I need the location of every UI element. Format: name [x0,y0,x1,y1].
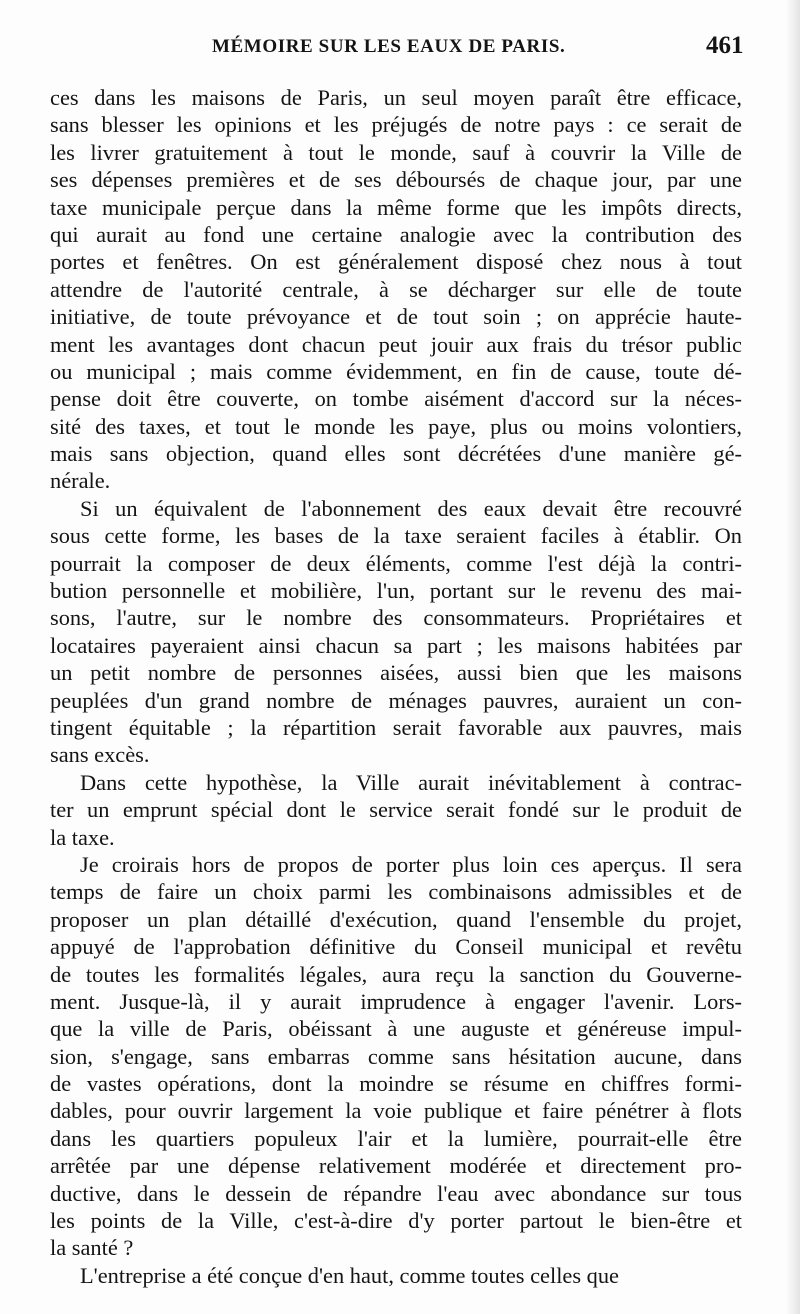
text-line: ou municipal ; mais comme évidemment, en fin de cause, toute dé- [50,358,742,384]
text-line: la taxe. [50,824,115,850]
text-line: taxe municipale perçue dans la même forme que les impôts directs, [50,194,742,220]
text-line: Je croirais hors de propos de porter plus loin ces aperçus. Il sera [80,851,742,877]
text-line: les points de la Ville, c'est-à-dire d'y porter partout le bien-être et [50,1208,742,1234]
text-line: ductive, dans le dessein de répandre l'eau avec abondance sur tous [50,1180,742,1206]
text-line: sité des taxes, et tout le monde les paye, plus ou moins volontiers, [50,413,742,439]
text-line: ment. Jusque-là, il y aurait imprudence à engager l'avenir. Lors- [50,988,742,1014]
text-line: Dans cette hypothèse, la Ville aurait inévitablement à contrac- [80,769,742,795]
show-through-text [60,1283,740,1307]
paragraph [50,769,742,851]
text-line: de vastes opérations, dont la moindre se résume en chiffres formi- [50,1071,742,1097]
text-line: de toutes les formalités légales, aura reçu la sanction du Gouverne- [50,961,742,987]
text-line: dans les quartiers populeux l'air et la lumière, pourrait-elle être [50,1125,742,1151]
running-title: MÉMOIRE SUR LES EAUX DE PARIS. [212,36,566,57]
text-line: un petit nombre de personnes aisées, aussi bien que les maisons [50,660,742,686]
text-line: les livrer gratuitement à tout le monde, sauf à couvrir la Ville de [50,139,742,165]
paragraph [50,851,742,1262]
page-number: 461 [706,32,744,59]
text-line: initiative, de toute prévoyance et de tout soin ; on apprécie haute- [50,304,742,330]
paragraph [50,495,742,769]
text-line: sons, l'autre, sur le nombre des consommateurs. Propriétaires et [50,605,742,631]
text-line: Si un équivalent de l'abonnement des eaux devait être recouvré [80,495,742,521]
text-line: ces dans les maisons de Paris, un seul moyen paraît être efficace, [50,85,742,110]
text-line: attendre de l'autorité centrale, à se décharger sur elle de toute [50,276,742,302]
page-header [0,34,800,74]
text-line: que la ville de Paris, obéissant à une auguste et généreuse impul- [50,1016,742,1042]
text-line: la santé ? [50,1235,134,1261]
text-line: ment les avantages dont chacun peut jouir aux frais du trésor public [50,331,742,357]
text-line: nérale. [50,468,111,494]
text-line: peuplées d'un grand nombre de ménages pauvres, auraient un con- [50,687,742,713]
text-line: ter un emprunt spécial dont le service serait fondé sur le produit de [50,797,742,823]
text-line: proposer un plan détaillé d'exécution, quand l'ensemble du projet, [50,906,742,932]
paragraph [50,84,742,495]
text-line: L'entreprise a été conçue d'en haut, comme toutes celles que [80,1262,619,1288]
text-line: pense doit être couverte, on tombe aisément d'accord sur la néces- [50,386,742,412]
text-line: sans excès. [50,742,150,768]
text-line: dables, pour ouvrir largement la voie publique et faire pénétrer à flots [50,1098,742,1124]
text-line: locataires payeraient ainsi chacun sa part ; les maisons habitées par [50,632,742,658]
text-line: ses dépenses premières et de ses déboursés de chaque jour, par une [50,167,742,193]
text-line: appuyé de l'approbation définitive du Conseil municipal et revêtu [50,934,742,960]
text-line: sous cette forme, les bases de la taxe seraient faciles à établir. On [50,523,742,549]
text-line: mais sans objection, quand elles sont décrétées d'une manière gé- [50,441,742,467]
text-line: pourrait la composer de deux éléments, comme l'est déjà la contri- [50,550,742,576]
body-text [50,84,742,1289]
text-line: arrêtée par une dépense relativement modérée et directement pro- [50,1153,742,1179]
text-line: temps de faire un choix parmi les combinaisons admissibles et de [50,879,742,905]
page-edge-shadow [786,0,800,1314]
text-line: tingent équitable ; la répartition serait favorable aux pauvres, mais [50,714,742,740]
text-line: bution personnelle et mobilière, l'un, portant sur le revenu des mai- [50,578,742,604]
text-line: portes et fenêtres. On est généralement disposé chez nous à tout [50,249,742,275]
text-line: sans blesser les opinions et les préjugés de notre pays : ce serait de [50,112,742,138]
text-line: qui aurait au fond une certaine analogie avec la contribution des [50,221,742,247]
text-line: sion, s'engage, sans embarras comme sans hésitation aucune, dans [50,1043,742,1069]
